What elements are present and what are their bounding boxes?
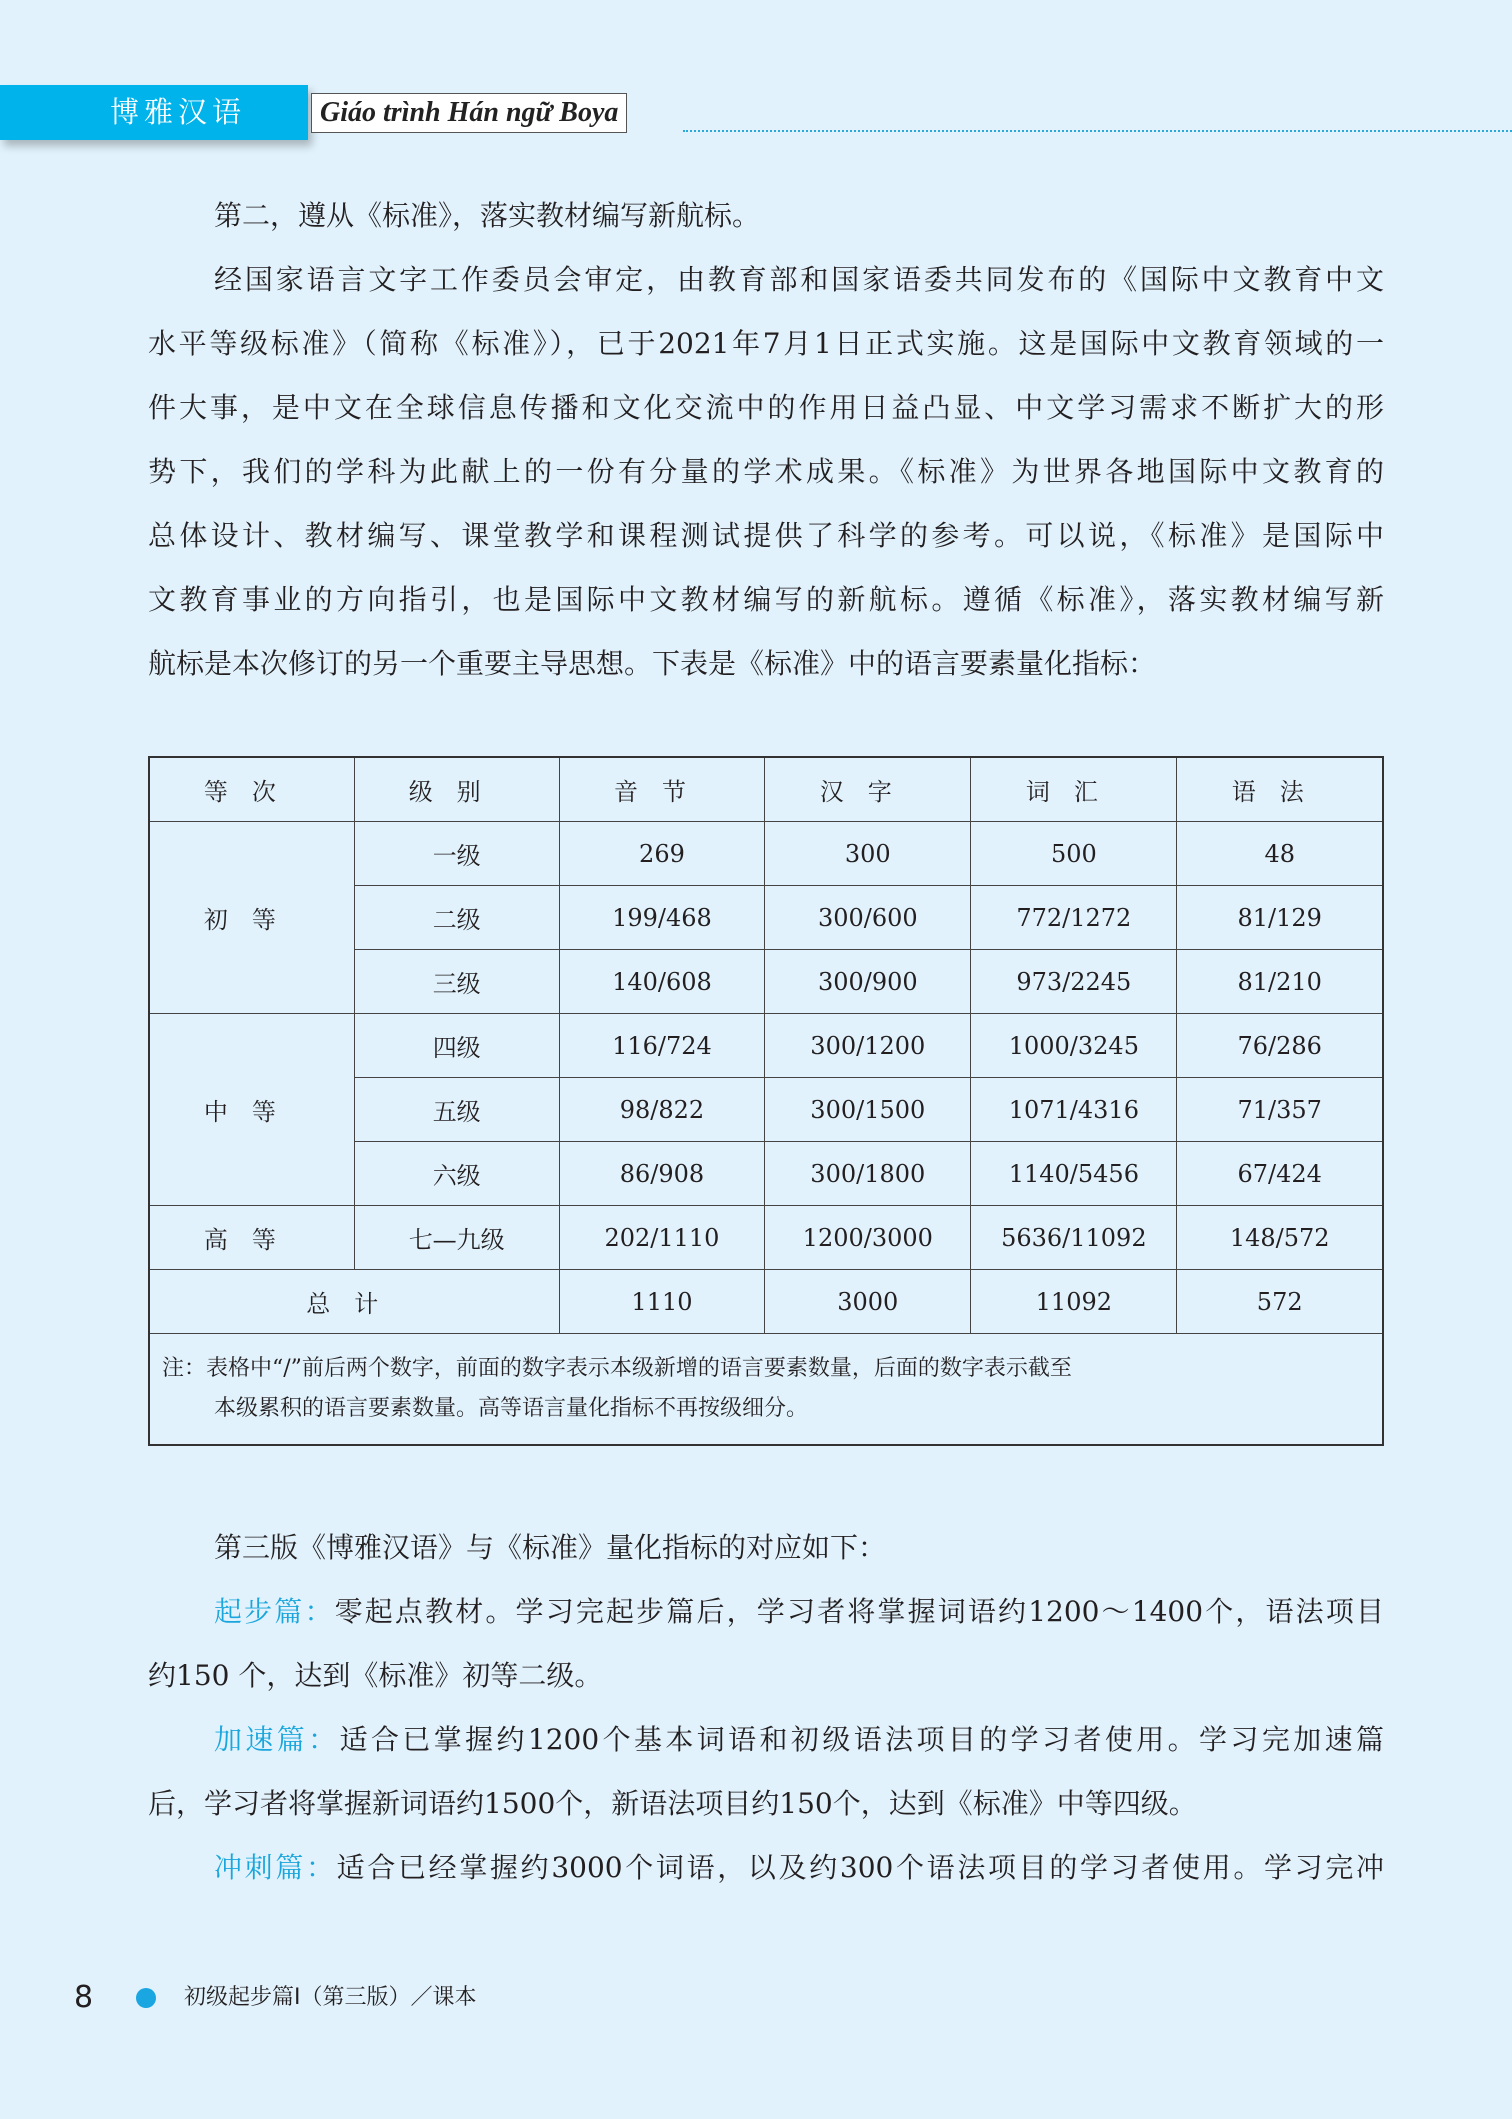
table-row: [149, 1014, 1383, 1078]
cell: 67/424: [1177, 1142, 1383, 1206]
cell: 973/2245: [971, 950, 1177, 1014]
cell: 116/724: [559, 1014, 765, 1078]
series-title-vn: Giáo trình Hán ngữ Boya: [311, 93, 627, 133]
paragraph-line: 水平等级标准》（简称《标准》），已于2021年7月1日正式实施。这是国际中文教育领域的一: [148, 327, 1384, 360]
cell: 六级: [354, 1142, 559, 1206]
standards-table: [148, 756, 1384, 1446]
chongci-label: 冲刺篇：: [214, 1851, 337, 1884]
series-banner: [0, 85, 308, 140]
cell: 81/210: [1177, 950, 1383, 1014]
cell: 86/908: [559, 1142, 765, 1206]
header-cell: 词汇: [971, 757, 1177, 822]
paragraph-line: 势下，我们的学科为此献上的一份有分量的学术成果。《标准》为世界各地国际中文教育的: [148, 455, 1384, 488]
cell: 1071/4316: [971, 1078, 1177, 1142]
cell: 772/1272: [971, 886, 1177, 950]
cell: 202/1110: [559, 1206, 765, 1270]
cell: 572: [1177, 1270, 1383, 1334]
book-title: 初级起步篇Ⅰ（第三版）／课本: [184, 1985, 477, 2010]
paragraph-line: 总体设计、教材编写、课堂教学和课程测试提供了科学的参考。可以说，《标准》是国际中: [148, 519, 1384, 552]
table-total-row: [149, 1270, 1383, 1334]
cell: 98/822: [559, 1078, 765, 1142]
cell: 300/1500: [765, 1078, 971, 1142]
cell: 三级: [354, 950, 559, 1014]
cell: 300/600: [765, 886, 971, 950]
jiasu-label: 加速篇：: [214, 1723, 340, 1756]
header-cell: 汉字: [765, 757, 971, 822]
mapping-heading: 第三版《博雅汉语》与《标准》量化指标的对应如下：: [214, 1531, 887, 1564]
paragraph-line: 后，学习者将掌握新词语约1500个，新语法项目约150个，达到《标准》中等四级。: [148, 1787, 1197, 1820]
header-dotted-rule: [683, 130, 1512, 132]
table-row: [149, 822, 1383, 886]
cell: 四级: [354, 1014, 559, 1078]
cell: 300/1200: [765, 1014, 971, 1078]
cell: 五级: [354, 1078, 559, 1142]
cell: 1000/3245: [971, 1014, 1177, 1078]
header-cell: 语法: [1177, 757, 1383, 822]
line-text: 适合已经掌握约3000个词语，以及约300个语法项目的学习者使用。学习完冲: [336, 1851, 1384, 1884]
cell: 48: [1177, 822, 1383, 886]
line-text: 零起点教材。学习完起步篇后，学习者将掌握词语约1200～1400个，语法项目: [334, 1595, 1384, 1628]
section-heading: 第二，遵从《标准》，落实教材编写新航标。: [214, 199, 761, 232]
note-line: 本级累积的语言要素数量。高等语言量化指标不再按级细分。: [214, 1396, 809, 1421]
cell: 1200/3000: [765, 1206, 971, 1270]
cell: 76/286: [1177, 1014, 1383, 1078]
intro-section: [148, 184, 1384, 696]
cell: 300/900: [765, 950, 971, 1014]
cell: 81/129: [1177, 886, 1383, 950]
cell: 300: [765, 822, 971, 886]
note-line: 注：表格中“/”前后两个数字，前面的数字表示本级新增的语言要素数量，后面的数字表示截至: [162, 1356, 1072, 1381]
mapping-section: [148, 1516, 1384, 1900]
cell: 一级: [354, 822, 559, 886]
cell: 500: [971, 822, 1177, 886]
paragraph-line: [148, 1836, 1384, 1900]
total-label: 总计: [149, 1270, 559, 1334]
cell: 二级: [354, 886, 559, 950]
header-cell: 音节: [559, 757, 765, 822]
paragraph-line: [148, 1580, 1384, 1644]
series-title-cn: 博雅汉语: [109, 95, 246, 129]
paragraph-line: [148, 1708, 1384, 1772]
cell: 148/572: [1177, 1206, 1383, 1270]
paragraph-line: 件大事，是中文在全球信息传播和文化交流中的作用日益凸显、中文学习需求不断扩大的形: [148, 391, 1384, 424]
page-number: 8: [74, 1980, 94, 2015]
group-cell: 中等: [149, 1014, 354, 1206]
cell: 七—九级: [354, 1206, 559, 1270]
cell: 71/357: [1177, 1078, 1383, 1142]
cell: 1140/5456: [971, 1142, 1177, 1206]
cell: 140/608: [559, 950, 765, 1014]
header-cell: 级别: [354, 757, 559, 822]
group-cell: 初等: [149, 822, 354, 1014]
cell: 300/1800: [765, 1142, 971, 1206]
paragraph-line: 经国家语言文字工作委员会审定，由教育部和国家语委共同发布的《国际中文教育中文: [214, 263, 1384, 296]
header-cell: 等次: [149, 757, 354, 822]
table-note-row: [149, 1334, 1383, 1446]
cell: 269: [559, 822, 765, 886]
cell: 3000: [765, 1270, 971, 1334]
cell: 1110: [559, 1270, 765, 1334]
cell: 199/468: [559, 886, 765, 950]
paragraph-line: 航标是本次修订的另一个重要主导思想。下表是《标准》中的语言要素量化指标：: [148, 647, 1157, 680]
table-note: [149, 1334, 1383, 1446]
table-header-row: [149, 757, 1383, 822]
table-row: [149, 1206, 1383, 1270]
line-text: 适合已掌握约1200个基本词语和初级语法项目的学习者使用。学习完加速篇: [339, 1723, 1384, 1756]
cell: 5636/11092: [971, 1206, 1177, 1270]
paragraph-line: 约150 个，达到《标准》初等二级。: [148, 1659, 603, 1692]
cell: 11092: [971, 1270, 1177, 1334]
qibu-label: 起步篇：: [214, 1595, 335, 1628]
bullet-dot-icon: [136, 1988, 156, 2008]
paragraph-line: 文教育事业的方向指引，也是国际中文教材编写的新航标。遵循《标准》，落实教材编写新: [148, 583, 1384, 616]
group-cell: 高等: [149, 1206, 354, 1270]
